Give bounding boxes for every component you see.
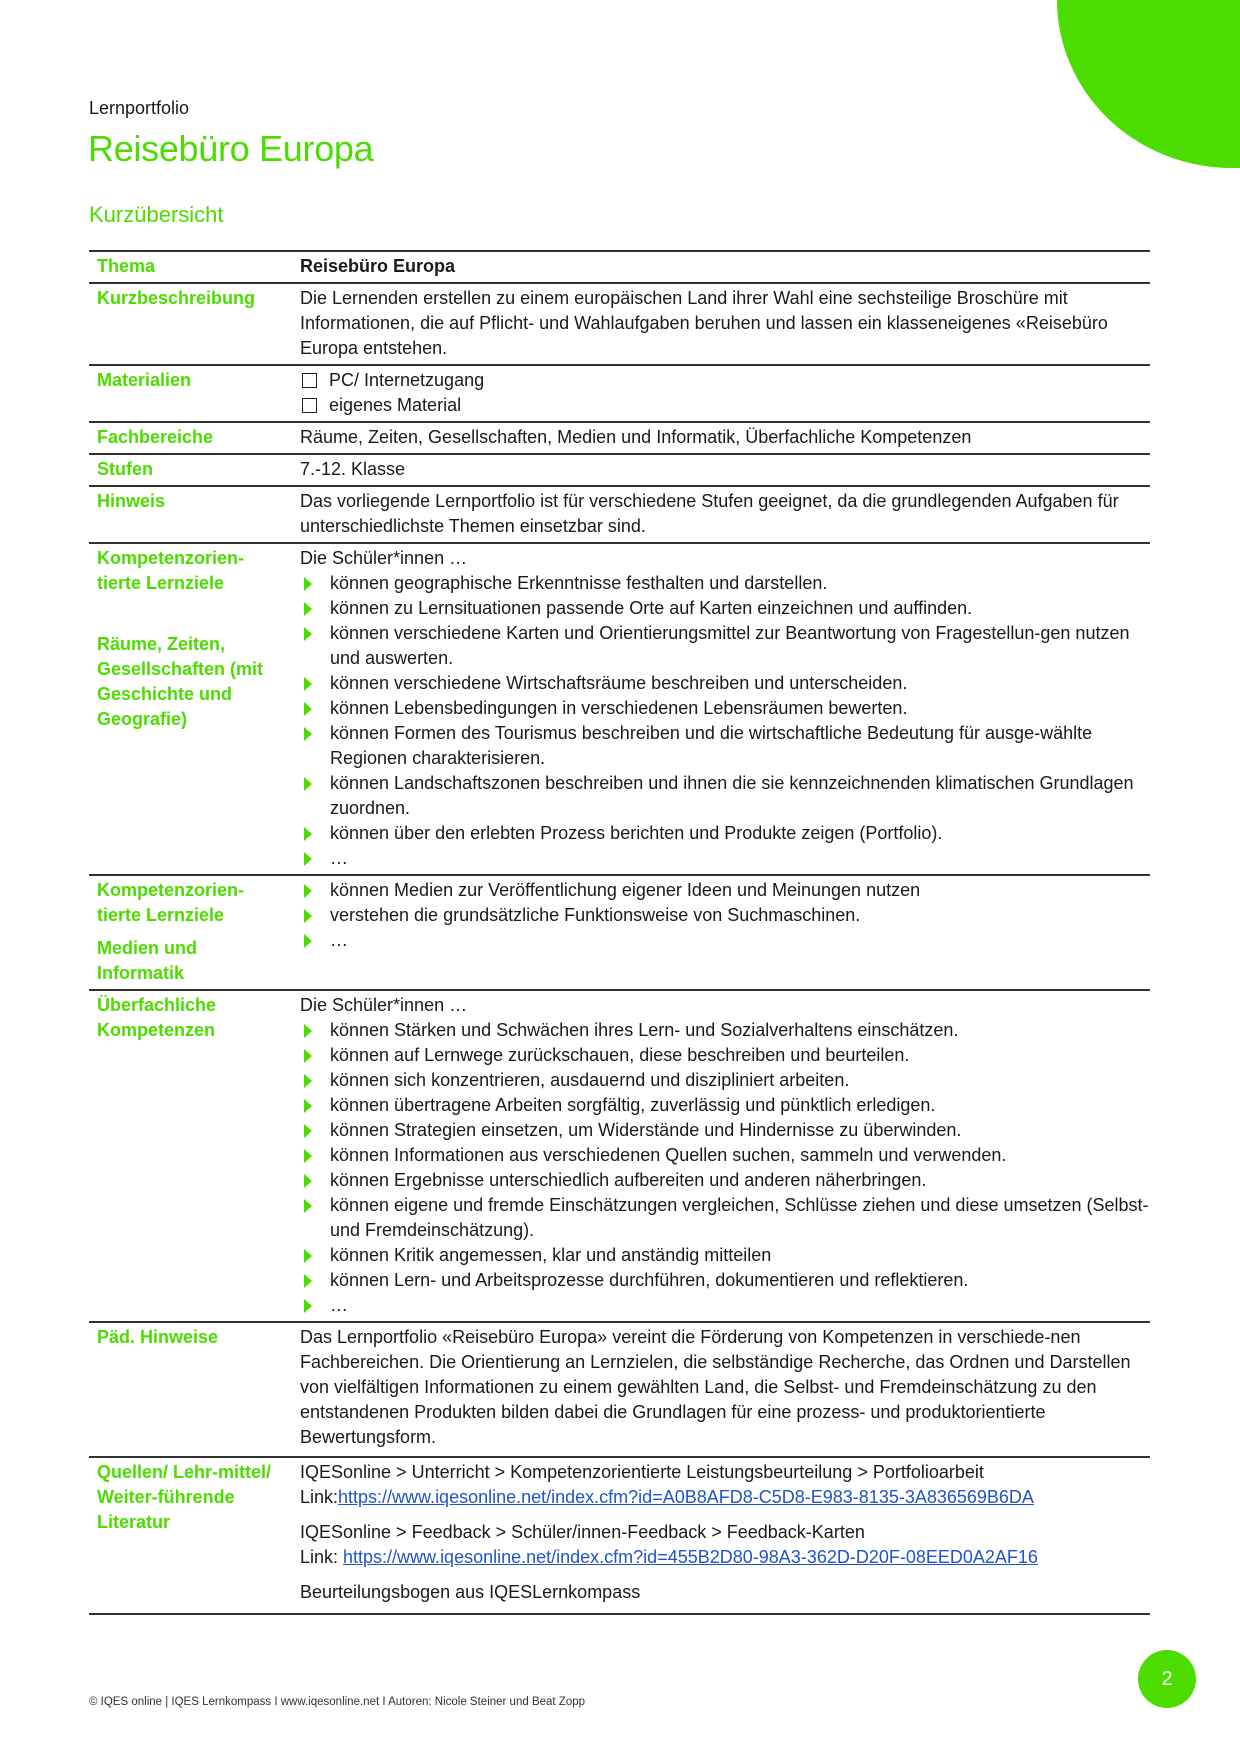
triangle-bullet-icon [304, 627, 312, 641]
list-item-text: können geographische Erkenntnisse festhalten und darstellen. [330, 573, 828, 593]
triangle-bullet-icon [304, 827, 312, 841]
list-item [300, 621, 1150, 671]
source-note: Beurteilungsbogen aus IQESLernkompass [300, 1582, 641, 1602]
row-label-secondary: Räume, Zeiten, Gesellschaften (mit Geschichte und Geografie) [97, 634, 264, 729]
row-materialien [89, 365, 1150, 422]
source-link[interactable]: https://www.iqesonline.net/index.cfm?id=455B2D80-98A3-362D-D20F-08EED0A2AF16 [343, 1547, 1038, 1567]
footer-copyright: © IQES online | IQES Lernkompass I www.iqesonline.net I Autoren: Nicole Steiner und Beat Zopp [89, 1696, 586, 1708]
row-label: Materialien [97, 370, 192, 390]
triangle-bullet-icon [304, 1149, 312, 1163]
triangle-bullet-icon [304, 702, 312, 716]
list-item-text: können Kritik angemessen, klar und anständig mitteilen [330, 1245, 772, 1265]
triangle-bullet-icon [304, 677, 312, 691]
list-item [300, 903, 1150, 928]
row-label [89, 875, 300, 990]
triangle-bullet-icon [304, 1249, 312, 1263]
row-label [89, 990, 300, 1322]
row-label-text: Quellen/ Lehr-mittel/ Weiter-führende Literatur [97, 1462, 272, 1532]
row-label [89, 1457, 300, 1614]
row-label-text: Überfachliche Kompetenzen [97, 995, 217, 1040]
triangle-bullet-icon [304, 1299, 312, 1313]
list-item-text: können verschiedene Karten und Orientierungsmittel zur Beantwortung von Fragestellun-gen nutzen und auswerten. [330, 623, 1130, 668]
row-value: Das Lernportfolio «Reisebüro Europa» vereint die Förderung von Kompetenzen in verschiede-nen Fachbereichen. Die Orientierung an Lernzielen, die selbständige Recherche, das Ordnen und Darstellen von vielfältigen Informationen zu einem gewählten Land, die Selbst- und Fremdeinschätzung zu den entstandenen Produkten bilden dabei die Grundlagen für eine prozess- und produktorientierte Bewertungsform. [300, 1327, 1131, 1447]
row-label-primary: Kompetenzorien-tierte Lernziele [97, 880, 245, 925]
list-item-text: können auf Lernwege zurückschauen, diese beschreiben und beurteilen. [330, 1045, 910, 1065]
learning-goals-list [300, 878, 1150, 953]
list-item [300, 1293, 1150, 1318]
list-item-text: können zu Lernsituationen passende Orte auf Karten einzeichnen und auffinden. [330, 598, 973, 618]
list-item-text: können Lern- und Arbeitsprozesse durchführen, dokumentieren und reflektieren. [330, 1270, 969, 1290]
competencies-list [300, 1018, 1150, 1318]
list-item [300, 696, 1150, 721]
list-item [300, 671, 1150, 696]
list-item [300, 771, 1150, 821]
row-paed-hinweise [89, 1322, 1150, 1457]
triangle-bullet-icon [304, 602, 312, 616]
triangle-bullet-icon [304, 1124, 312, 1138]
checkbox-label: PC/ Internetzugang [329, 370, 485, 390]
list-item-text: können verschiedene Wirtschaftsräume beschreiben und unterscheiden. [330, 673, 908, 693]
triangle-bullet-icon [304, 777, 312, 791]
list-item [300, 846, 1150, 871]
list-item [300, 1143, 1150, 1168]
list-item [300, 1168, 1150, 1193]
list-item-text: können sich konzentrieren, ausdauernd und diszipliniert arbeiten. [330, 1070, 850, 1090]
triangle-bullet-icon [304, 909, 312, 923]
row-label: Fachbereiche [97, 427, 214, 447]
triangle-bullet-icon [304, 1274, 312, 1288]
row-value: Das vorliegende Lernportfolio ist für verschiedene Stufen geeignet, da die grundlegenden Aufgaben für unterschiedlichste Themen einsetzbar sind. [300, 491, 1119, 536]
row-value [300, 365, 1150, 422]
row-value [300, 990, 1150, 1322]
list-item-text: … [330, 848, 348, 868]
triangle-bullet-icon [304, 884, 312, 898]
row-thema [89, 251, 1150, 283]
checkbox-item[interactable] [300, 368, 1150, 393]
row-value: Räume, Zeiten, Gesellschaften, Medien und Informatik, Überfachliche Kompetenzen [300, 427, 972, 447]
row-label: Kurzbeschreibung [97, 288, 256, 308]
source-path: IQESonline > Unterricht > Kompetenzorientierte Leistungsbeurteilung > Portfolioarbeit [300, 1462, 984, 1482]
row-fachbereiche [89, 422, 1150, 454]
list-item-text: können über den erlebten Prozess berichten und Produkte zeigen (Portfolio). [330, 823, 943, 843]
row-lernziele-mi [89, 875, 1150, 990]
list-item [300, 1068, 1150, 1093]
checkbox-item[interactable] [300, 393, 1150, 418]
page-number-badge: 2 [1138, 1650, 1196, 1708]
list-item-text: … [330, 1295, 348, 1315]
checkbox-label: eigenes Material [329, 395, 462, 415]
row-label [89, 543, 300, 875]
learning-goals-list [300, 571, 1150, 871]
list-item [300, 1093, 1150, 1118]
triangle-bullet-icon [304, 852, 312, 866]
triangle-bullet-icon [304, 1074, 312, 1088]
list-item [300, 1018, 1150, 1043]
row-quellen [89, 1457, 1150, 1614]
source-entry [300, 1460, 1150, 1510]
list-item [300, 1118, 1150, 1143]
row-kurzbeschreibung [89, 283, 1150, 365]
list-item-text: können Stärken und Schwächen ihres Lern- und Sozialverhaltens einschätzen. [330, 1020, 959, 1040]
row-label: Stufen [97, 459, 153, 479]
link-prefix: Link: [300, 1487, 339, 1507]
list-item-text: können Lebensbedingungen in verschiedenen Lebensräumen bewerten. [330, 698, 908, 718]
row-value: Reisebüro Europa [300, 256, 456, 276]
row-ueberfachlich [89, 990, 1150, 1322]
row-value: Die Lernenden erstellen zu einem europäischen Land ihrer Wahl eine sechsteilige Broschüre mit Informationen, die auf Pflicht- und Wahlaufgaben beruhen und lassen ein klasseneigenes «Reisebüro Europa entstehen. [300, 288, 1108, 358]
list-item-text: können Formen des Tourismus beschreiben und die wirtschaftliche Bedeutung für ausge-wählte Regionen charakterisieren. [330, 723, 1093, 768]
corner-decoration [1057, 0, 1240, 168]
overview-table [89, 250, 1150, 1615]
list-item-text: können übertragene Arbeiten sorgfältig, zuverlässig und pünktlich erledigen. [330, 1095, 936, 1115]
section-title: Kurzübersicht [89, 202, 224, 227]
triangle-bullet-icon [304, 1099, 312, 1113]
link-prefix: Link: [300, 1547, 344, 1567]
intro-text: Die Schüler*innen … [300, 995, 468, 1015]
row-label: Päd. Hinweise [97, 1327, 219, 1347]
source-link-line [300, 1485, 1150, 1510]
list-item [300, 821, 1150, 846]
row-label-secondary: Medien und Informatik [97, 938, 197, 983]
row-value [300, 543, 1150, 875]
list-item [300, 1193, 1150, 1243]
source-entry [300, 1520, 1150, 1570]
row-value [300, 875, 1150, 990]
list-item-text: können Strategien einsetzen, um Widerstände und Hindernisse zu überwinden. [330, 1120, 962, 1140]
list-item [300, 1243, 1150, 1268]
source-path: IQESonline > Feedback > Schüler/innen-Feedback > Feedback-Karten [300, 1522, 865, 1542]
source-link-line [300, 1545, 1150, 1570]
triangle-bullet-icon [304, 577, 312, 591]
row-stufen [89, 454, 1150, 486]
list-item-text: können Medien zur Veröffentlichung eigener Ideen und Meinungen nutzen [330, 880, 921, 900]
list-item [300, 928, 1150, 953]
source-link[interactable]: https://www.iqesonline.net/index.cfm?id=A0B8AFD8-C5D8-E983-8135-3A836569B6DA [338, 1487, 1034, 1507]
checkbox[interactable] [302, 373, 317, 388]
list-item [300, 596, 1150, 621]
row-label: Hinweis [97, 491, 166, 511]
triangle-bullet-icon [304, 727, 312, 741]
triangle-bullet-icon [304, 1174, 312, 1188]
list-item [300, 721, 1150, 771]
document-title: Reisebüro Europa [88, 128, 374, 169]
list-item-text: können eigene und fremde Einschätzungen vergleichen, Schlüsse ziehen und diese umsetzen (Selbst- und Fremdeinschätzung). [330, 1195, 1149, 1240]
list-item [300, 1043, 1150, 1068]
checkbox[interactable] [302, 398, 317, 413]
intro-text: Die Schüler*innen … [300, 548, 468, 568]
row-value: 7.-12. Klasse [300, 459, 406, 479]
triangle-bullet-icon [304, 1199, 312, 1213]
triangle-bullet-icon [304, 1024, 312, 1038]
row-label: Thema [97, 256, 156, 276]
list-item [300, 1268, 1150, 1293]
row-label-primary: Kompetenzorien-tierte Lernziele [97, 548, 245, 593]
triangle-bullet-icon [304, 1049, 312, 1063]
row-hinweis [89, 486, 1150, 543]
list-item-text: können Landschaftszonen beschreiben und ihnen die sie kennzeichnenden klimatischen Grundlagen zuordnen. [330, 773, 1134, 818]
list-item-text: können Informationen aus verschiedenen Quellen suchen, sammeln und verwenden. [330, 1145, 1007, 1165]
list-item-text: … [330, 930, 348, 950]
document-kicker: Lernportfolio [89, 98, 190, 118]
row-value [300, 1457, 1150, 1614]
row-lernziele-rzg [89, 543, 1150, 875]
list-item [300, 878, 1150, 903]
triangle-bullet-icon [304, 934, 312, 948]
list-item-text: können Ergebnisse unterschiedlich aufbereiten und anderen näherbringen. [330, 1170, 927, 1190]
list-item-text: verstehen die grundsätzliche Funktionsweise von Suchmaschinen. [330, 905, 861, 925]
list-item [300, 571, 1150, 596]
